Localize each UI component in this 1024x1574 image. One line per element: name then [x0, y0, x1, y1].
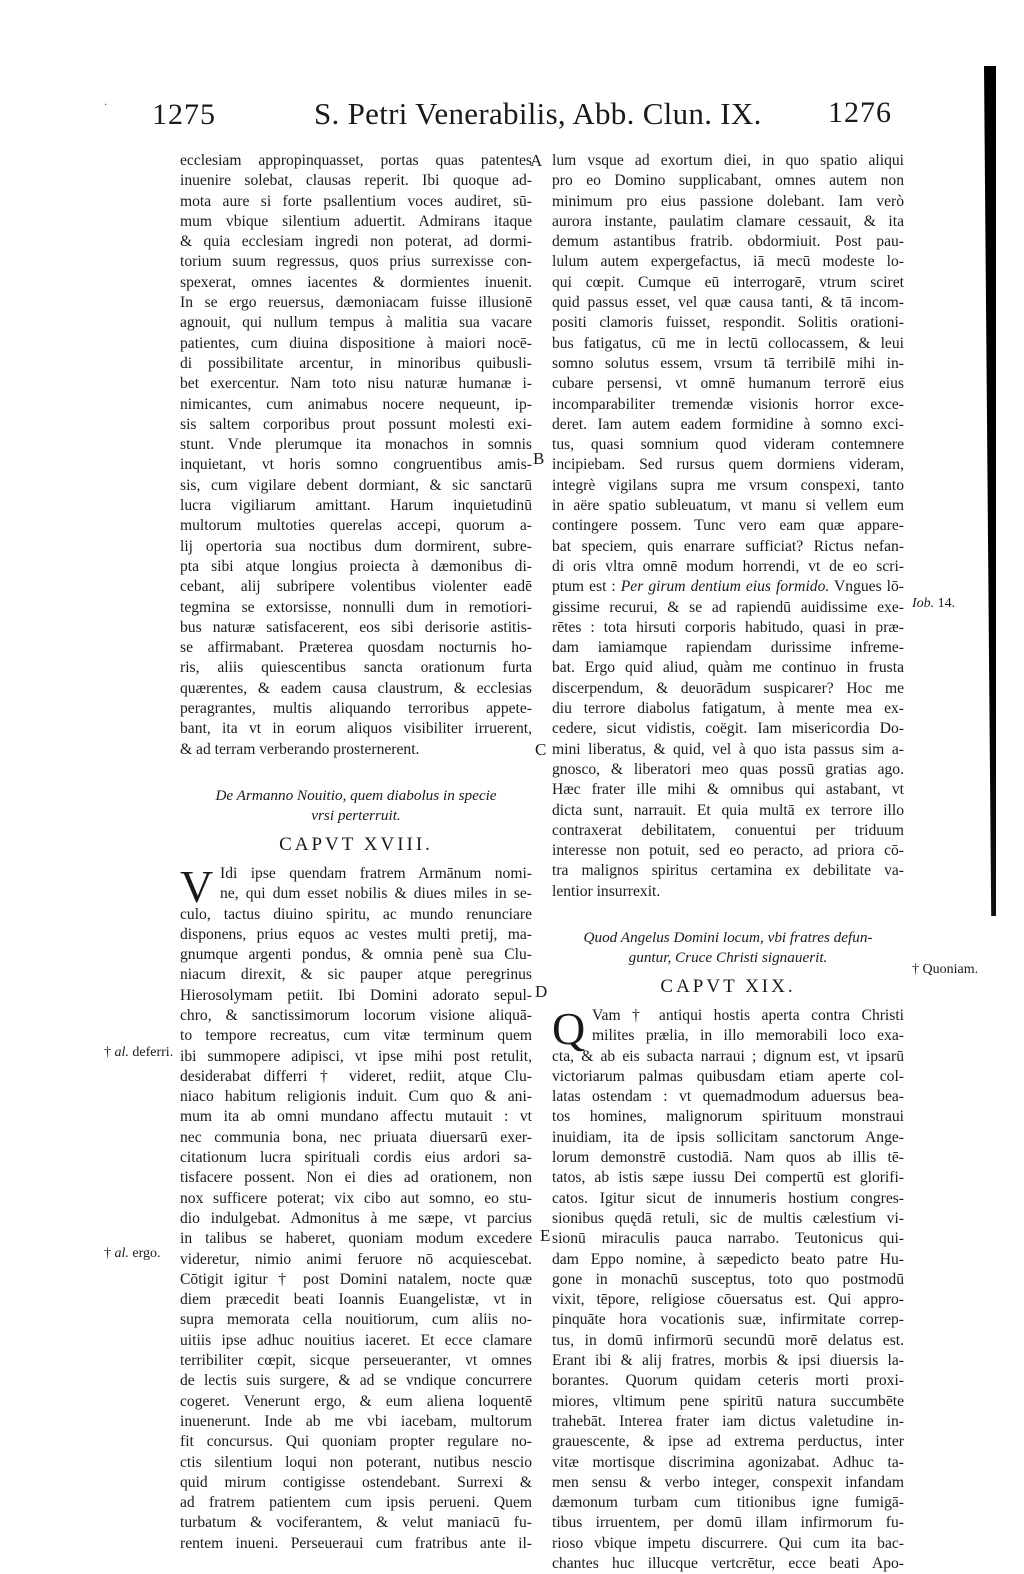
text-line: tus, quasi somnium quod videram contemnere [552, 436, 904, 454]
text-line: dam Eppo nomine, à sæpedicto beato patre Hu- [552, 1250, 904, 1268]
text-line: ne, qui dum esset nobilis & diues miles in se- [220, 885, 532, 903]
scripture-line: ptum est : Per girum dentium eius formido. Vngues lō- [552, 578, 905, 596]
text-line: terribiliter cœpit, sicque perseueranter, vt omnes [180, 1352, 532, 1370]
text-line: nec communia bona, nec priuata diuersarū exer- [180, 1128, 532, 1146]
text-line: mini liberatus, & quid, vel à quo ista passus sim a- [552, 740, 904, 758]
scripture-ref-book: Iob. [912, 596, 935, 611]
text-line: rentem inueni. Perseueraui cum fratribus ante il- [180, 1534, 532, 1552]
text-line: spexerat, omnes iacentes & dormientes inuenit. [180, 273, 532, 291]
margin-note-word: deferri. [132, 1045, 174, 1060]
text-line: disponens, prius equos ac vestes multi pretij, ma- [180, 925, 532, 943]
text-line: victoriarum palmas quibusdam etiam aperte col- [552, 1067, 904, 1085]
left-column-number: 1275 [152, 98, 216, 131]
text-line: Hæc frater ille mihi & omnibus qui astabant, vt [552, 781, 904, 799]
text-line: cogeret. Venerunt ergo, & eum aliena loquentē [180, 1392, 532, 1410]
chapter-18-heading-line1: De Armanno Nouitio, quem diabolus in specie [215, 786, 497, 804]
chapter-19-heading-line2: guntur, Cruce Christi signauerit. [628, 948, 828, 966]
text-line: lorum demonstrē custodiā. Nam quos ab illis tē- [552, 1149, 904, 1167]
text-line: sionū miraculis pauca narrabo. Teutonicus qui- [552, 1230, 904, 1248]
dagger-icon: † [104, 1246, 111, 1261]
text-line: tus, in domū infirmorū secundū morē delatus est. [552, 1331, 904, 1349]
text-line: lij opertoria sua noctibus dum dormirent, subre- [180, 537, 532, 555]
text-line: cedere, sicut vidistis, coëgit. Iam misericordia Do- [552, 720, 904, 738]
text-line: Idi ipse quendam fratrem Armānum nomi- [220, 864, 532, 882]
drop-cap-lines [180, 864, 532, 905]
text-line: lucra vigiliarum amittant. Harum inquietudinū [180, 497, 532, 515]
text-line: lum vsque ad exortum diei, in quo spatio aliqui [552, 152, 904, 169]
text-line: sionibus quędā retuli, sic de multis cælestium vi- [552, 1209, 904, 1227]
margin-note-abbr: al. [114, 1246, 129, 1261]
text-line: nimicantes, cum animabus nocere nequeunt, ip- [180, 395, 532, 413]
text-line: mum ita ab omni mundano affectu mutauit : vt [180, 1108, 532, 1126]
text-line: supra memorata cella nouitiorum, cum aliis no- [180, 1311, 532, 1329]
section-letter-e: E [540, 1226, 551, 1245]
text-line: discerpendum, & deuorādum suspicarer? Hoc me [552, 679, 904, 697]
text-line: pro eo Domino supplicabant, omnes autem non [552, 172, 904, 190]
text-line: positi clamoris fuisset, respondit. Solitis orationi- [552, 314, 904, 332]
text-line: inuidiam, ita de ipsis sollicitam sanctorum Ange- [552, 1128, 904, 1146]
text-line: bant, ita vt in eorum aliquos visibiliter irruerent, [180, 720, 532, 738]
text-line: sis, cum vigilare debent dormiant, & sic sanctarū [180, 476, 532, 494]
text-line: cebant, alij subripere volentibus violenter eadē [180, 578, 532, 596]
text-line: contraxerat debilitatem, conuentui per triduum [552, 821, 904, 839]
text-line: contingere possem. Tunc vero eam quæ appare- [552, 517, 904, 535]
text-line: qui cœpit. Cumque eū interrogarē, vtrum sciret [552, 273, 904, 291]
scripture-ref-number: 14. [937, 596, 956, 611]
text-line: In se ergo reuersus, dæmoniacam fuisse illusionē [180, 294, 532, 312]
text-line: gissime recurui, & se ad rapiendū auidissime exe- [552, 598, 904, 616]
text-line: somno solutus essem, vrsum tā terribilē mihi in- [552, 354, 904, 372]
chapter-19-opening [552, 1002, 904, 1054]
right-column [552, 151, 904, 1574]
text-line: torium suum regressus, quos prius surrexisse con- [180, 253, 532, 271]
text-line: lentior insurrexit. [552, 882, 661, 900]
text-line: di oris vltra omnē modum horrendi, vt de eo scri- [552, 557, 904, 575]
text-line: diem præcedit beati Ioannis Euangelistæ, vt in [180, 1291, 532, 1309]
text-line: incomparabiliter tremendæ visionis horror exce- [552, 395, 904, 413]
text-line: borantes. Quorum quidam ceteris morti proxi- [552, 1372, 904, 1390]
section-letter-b: B [533, 449, 545, 468]
text-line: chantes huc illucque vertcrētur, ecce beati Apo- [552, 1555, 904, 1572]
text-line: inquietant, vt horis somno congruentibus amis- [180, 456, 532, 474]
left-column-text-part2 [180, 905, 532, 1555]
text-line: men sensu & verbo integer, conspexit infandam [552, 1473, 904, 1491]
scripture-quote: Per girum dentium eius formido. [620, 578, 830, 596]
text-line: gnumque argenti pondus, & omnia penè sua Clu- [180, 946, 532, 964]
text-line: dicta sunt, narrauit. Et quia multā ex terrore illo [552, 801, 904, 819]
dagger-icon: † [104, 1045, 111, 1060]
text-line: ecclesiam appropinquasset, portas quas patentes [180, 152, 532, 169]
text-line: deret. Iam autem eadem formidine à somno exci- [552, 415, 904, 433]
section-letter-a: A [530, 151, 543, 170]
text-line: demum astantibus fratrib. obdormiuit. Post pau- [552, 233, 904, 251]
text-line: Vam † antiqui hostis aperta contra Christi [592, 1006, 904, 1024]
text-line: rioso vbique impetu discurrere. Qui cum ita bac- [552, 1534, 904, 1552]
text-line: diu terrore diabolus fatigatum, à mente mea ex- [552, 700, 904, 718]
section-letter-c: C [535, 740, 547, 759]
text-line: gnosco, & liberatori meo quas possū gratias ago. [552, 760, 904, 778]
text-line: rētes : tota hirsuti corporis habitudo, quasi in præ- [552, 618, 904, 636]
text-line: bus fatigatus, cū me in lectū collocassem, & leui [552, 334, 904, 352]
text-line: de lectis suis surgere, & ad se vndique concurrere [180, 1372, 532, 1390]
text-line: stunt. Vnde plerumque ita monachos in somnis [180, 436, 532, 454]
left-column-text-part1 [180, 151, 532, 760]
running-title: S. Petri Venerabilis, Abb. Clun. IX. [314, 96, 762, 131]
text-line: fit concursus. Qui quoniam propter regulare no- [180, 1433, 532, 1451]
text-line: quærentes, & eadem causa claustrum, & ecclesias [180, 679, 532, 697]
text-line: gone in monachū susceptus, toto quo postmodū [552, 1270, 904, 1288]
text-line: & quia ecclesiam ingredi non poterat, ad dormi- [180, 233, 532, 251]
text-line: dæmonum turbam cum titionibus igne fumigā- [552, 1494, 904, 1512]
text-line: agnouit, qui nullum tempus à malitia sua vacare [180, 314, 532, 332]
text-line: dio indulgebat. Admonitus à me sæpe, vt parcius [180, 1209, 532, 1227]
text-line: ris, aliis quiescentibus sancta orationum furta [180, 659, 532, 677]
text-line: patientes, cum diuina dispositione à maiori nocē- [180, 334, 532, 352]
text-line: inuenerunt. Inde ab me vbi iacebam, multorum [180, 1412, 532, 1430]
margin-note-quoniam: † Quoniam. [912, 962, 979, 977]
text-line: turbatum & vociferantem, & velut maniacū fu- [180, 1514, 532, 1532]
text-line: se affirmabant. Præterea quosdam nocturnis ho- [180, 639, 532, 657]
text-line: ibi summopere adipisci, vt ipse mihi post retulit, [180, 1047, 532, 1065]
text-line: integrè vigilans supra me vrsum conspexi, tanto [552, 476, 904, 494]
text-line: Hierosolymam petiit. Ibi Domini adorato sepul- [180, 986, 532, 1004]
text-line: desiderabat differri † videret, rediit, atque Clu- [180, 1067, 532, 1085]
text-line: miores, vltimum pene spiritū natura succumbēte [552, 1392, 904, 1410]
text-line: multorum multoties querelas accepi, quorum a- [180, 517, 532, 535]
text-line: dam iamiamque rapiendam durissime infreme- [552, 639, 904, 657]
text-line: tegmina se extorsisse, nonnulli dum in remotiori- [180, 598, 532, 616]
text-line: interesse non potuit, sed eo peracto, ad priora cō- [552, 842, 904, 860]
section-letter-d: D [535, 982, 548, 1001]
margin-note-word: ergo. [132, 1246, 161, 1261]
text-line: in talibus se haberet, quoniam modum excedere [180, 1230, 532, 1248]
drop-cap-lines [552, 1006, 904, 1047]
text-line: incipiebam. Sed rursus quem dormiens videram, [552, 456, 904, 474]
text-line: mum vbique silentium aduertit. Admirans itaque [180, 212, 532, 230]
text-line: citationum lucra spirituali cordis eius ardori sa- [180, 1149, 532, 1167]
text-line: ctis silentium loqui non poterant, nutibus nescio [180, 1453, 532, 1471]
text-line: inuenire solebat, clausas reperit. Ibi quoque ad- [180, 172, 532, 190]
text-line: nox sufficere poterat; vix cibo aut somno, eo stu- [180, 1189, 532, 1207]
text-line: aurora instante, paulatim clamare cessauit, & ita [552, 212, 904, 230]
text-line: trahebāt. Interea frater iam dictus valetudine in- [552, 1412, 904, 1430]
text-line: tra malignos spiritus certamina ex debilitate va- [552, 862, 904, 880]
chapter-18-heading-line2: vrsi perterruit. [311, 806, 401, 824]
right-column-text-part1b [552, 598, 904, 902]
text-line: niaco habitum religionis induit. Cum quo & ani- [180, 1088, 532, 1106]
text-line: cubare persensi, vt omnē humanum terrorē eius [552, 375, 904, 393]
page-edge-shadow [984, 66, 996, 916]
text-line: cta, & ab eis subacta narraui ; dignum est, vt ipsarū [552, 1047, 904, 1065]
text-line: chro, & sanctissimorum locorum visione aliquā- [180, 1006, 532, 1024]
chapter-18-opening [180, 860, 532, 912]
text-line: uitiis ipse adhuc nouitius iaceret. Et ecce clamare [180, 1331, 532, 1349]
text-line: vixit, tēpore, religiose cōuersatus est. Qui appro- [552, 1291, 904, 1309]
text-line: grauescente, & ipse ad extrema perductus, inter [552, 1433, 904, 1451]
text-line: tisfacere possent. Non ei dies ad orationem, non [180, 1169, 532, 1187]
right-column-text-part2 [552, 1047, 904, 1574]
text-line: niacum direxit, & sic pauper atque peregrinus [180, 966, 532, 984]
left-column [180, 151, 532, 1554]
scan-speck: · [104, 100, 108, 111]
margin-note-iob [912, 596, 955, 612]
text-line: bat. Ergo quid aliud, quàm me continuo in frusta [552, 659, 904, 677]
chapter-19-heading-line1: Quod Angelus Domini locum, vbi fratres defun- [583, 928, 873, 946]
text-line: vitæ mortisque discrimina agonizabat. Adhuc ta- [552, 1453, 904, 1471]
drop-cap-v: V [180, 860, 214, 912]
text-line: latas ostendam : vt quemadmodum aduersus bea- [552, 1088, 904, 1106]
text-line: to tempore recreatus, cum vitæ terminum quem [180, 1027, 532, 1045]
text-line: pinquāte hora vocationis suæ, infirmitate correp- [552, 1311, 904, 1329]
margin-note-deferri [104, 1045, 173, 1061]
text-line: bat speciem, quis enarrare sufficiat? Rictus nefan- [552, 537, 904, 555]
text-line: tibus irruentem, per domū illam infirmorum fu- [552, 1514, 904, 1532]
text-line: bet exercentur. Nam toto nisu naturæ humanæ i- [180, 375, 532, 393]
text-line: tos homines, malignorum spirituum monstraui [552, 1108, 904, 1126]
text-line: pta sibi atque longius proiecta à dæmonibus di- [180, 557, 532, 575]
text-line: culo, tactus diuino spiritu, ac mundo renunciare [180, 905, 532, 923]
text-line: di possibilitate arcentur, in minoribus quibusli- [180, 354, 532, 372]
text-line: tatos, ab istis sæpe iussu Dei compertū est glorifi- [552, 1169, 904, 1187]
chapter-19-title: CAPVT XIX. [660, 975, 796, 997]
text-line: & ad terram verberando prosternerent. [180, 740, 420, 758]
text-line: Erant ibi & alij fratres, morbis & ipsi diuersis la- [552, 1352, 904, 1370]
chapter-18-title: CAPVT XVIII. [279, 833, 433, 855]
text-line: Cōtigit igitur † post Domini natalem, nocte quæ [180, 1270, 532, 1288]
text-line: sis saltem corporibus prout possunt molesti exi- [180, 415, 532, 433]
margin-note-ergo [104, 1246, 161, 1262]
text-line: in aëre spatio subleuatum, vt manu si vellem eum [552, 497, 904, 515]
margin-note-abbr: al. [114, 1045, 129, 1060]
text-line: ad fratrem patientem cum ipsis perueni. Quem [180, 1494, 532, 1512]
text-line: milites prælia, in illo memorabili loco exa- [592, 1027, 904, 1045]
right-column-text-part1 [552, 151, 904, 577]
text-line: quid passus esset, vel quæ causa tanti, & tā incom- [552, 294, 904, 312]
text-line: minimum pro eius passione dolebant. Iam verò [552, 192, 904, 210]
text-line: quid mirum contigisse ostendebant. Surrexi & [180, 1473, 532, 1491]
text-line: mota aure si forte psallentium voces audiret, sū- [180, 192, 532, 210]
text-line: bus naturæ satisfacerent, eos sibi derisorie astitis- [180, 618, 532, 636]
text-line: catos. Igitur sicut de innumeris hostium congres- [552, 1189, 904, 1207]
text-line: lulum autem expergefactus, iā mecū modeste lo- [552, 253, 904, 271]
right-column-number: 1276 [828, 96, 892, 129]
text-line: videretur, nimio animi feruore nō acquiescebat. [180, 1250, 532, 1268]
drop-cap-q: Q [552, 1002, 586, 1054]
text-line: peragrantes, multis aliquando terroribus appete- [180, 700, 532, 718]
